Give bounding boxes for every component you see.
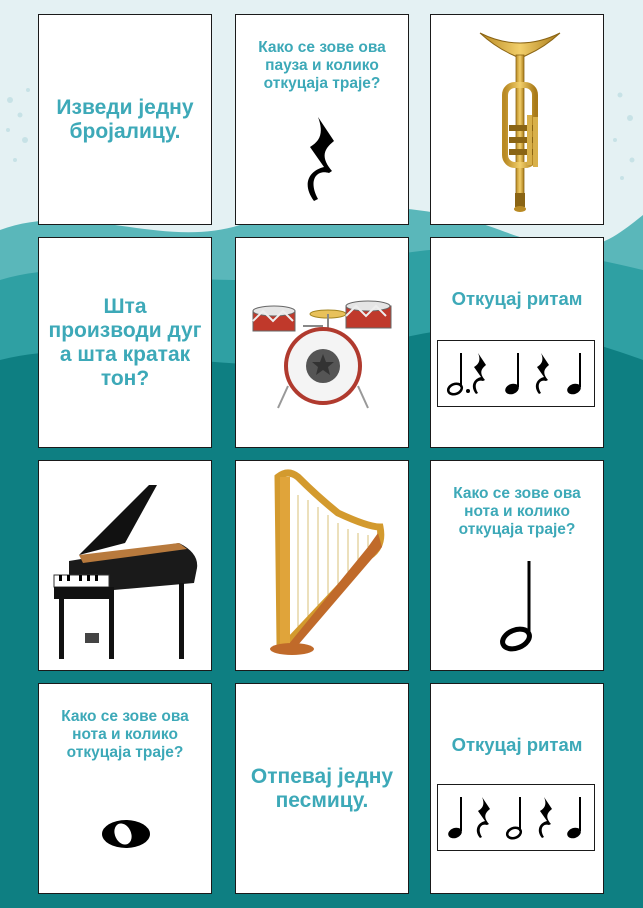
card-half-note-question[interactable] bbox=[430, 460, 604, 671]
card-rhythm-2[interactable] bbox=[430, 683, 604, 894]
quarter-note bbox=[566, 797, 583, 840]
quarter-note bbox=[566, 353, 583, 396]
card-text: Како се зове ова нота и колико откуцаја траје? bbox=[453, 485, 581, 538]
card-long-short-question[interactable] bbox=[38, 237, 212, 448]
card-piano[interactable] bbox=[38, 460, 212, 671]
quarter-note bbox=[447, 797, 464, 840]
rhythm-box bbox=[437, 340, 595, 407]
card-sing-song[interactable] bbox=[235, 683, 409, 894]
card-whole-note-question[interactable] bbox=[38, 683, 212, 894]
card-rhythm-1[interactable] bbox=[430, 237, 604, 448]
harp-icon bbox=[258, 467, 388, 662]
card-harp[interactable] bbox=[235, 460, 409, 671]
quarter-rest-icon bbox=[539, 797, 552, 838]
trumpet-icon bbox=[475, 25, 565, 215]
half-note bbox=[506, 797, 523, 840]
half-note-icon bbox=[497, 557, 547, 657]
card-perform-chant[interactable] bbox=[38, 14, 212, 225]
card-title: Откуцај ритам bbox=[451, 734, 583, 755]
card-title: Откуцај ритам bbox=[451, 288, 583, 309]
dotted-half-note bbox=[447, 353, 470, 396]
card-text: Како се зове ова пауза и колико откуцаја траје? bbox=[258, 39, 386, 92]
card-text: Отпевај једну песмицу. bbox=[250, 764, 394, 812]
quarter-rest-icon bbox=[536, 353, 549, 394]
card-text: Изведи једну бројалицу. bbox=[56, 95, 194, 143]
quarter-rest-icon bbox=[304, 115, 344, 205]
quarter-rest-icon bbox=[477, 797, 490, 838]
card-text: Како се зове ова нота и колико откуцаја траје? bbox=[61, 708, 189, 761]
card-trumpet[interactable] bbox=[430, 14, 604, 225]
grand-piano-icon bbox=[49, 483, 201, 663]
quarter-rest-icon bbox=[473, 353, 486, 394]
card-drums[interactable] bbox=[235, 237, 409, 448]
card-text: Шта производи дуг а шта кратак тон? bbox=[48, 294, 202, 390]
rhythm-box bbox=[437, 784, 595, 851]
quarter-note bbox=[504, 353, 521, 396]
whole-note-icon bbox=[99, 817, 153, 851]
drum-kit-icon bbox=[248, 296, 398, 411]
card-rest-question[interactable] bbox=[235, 14, 409, 225]
